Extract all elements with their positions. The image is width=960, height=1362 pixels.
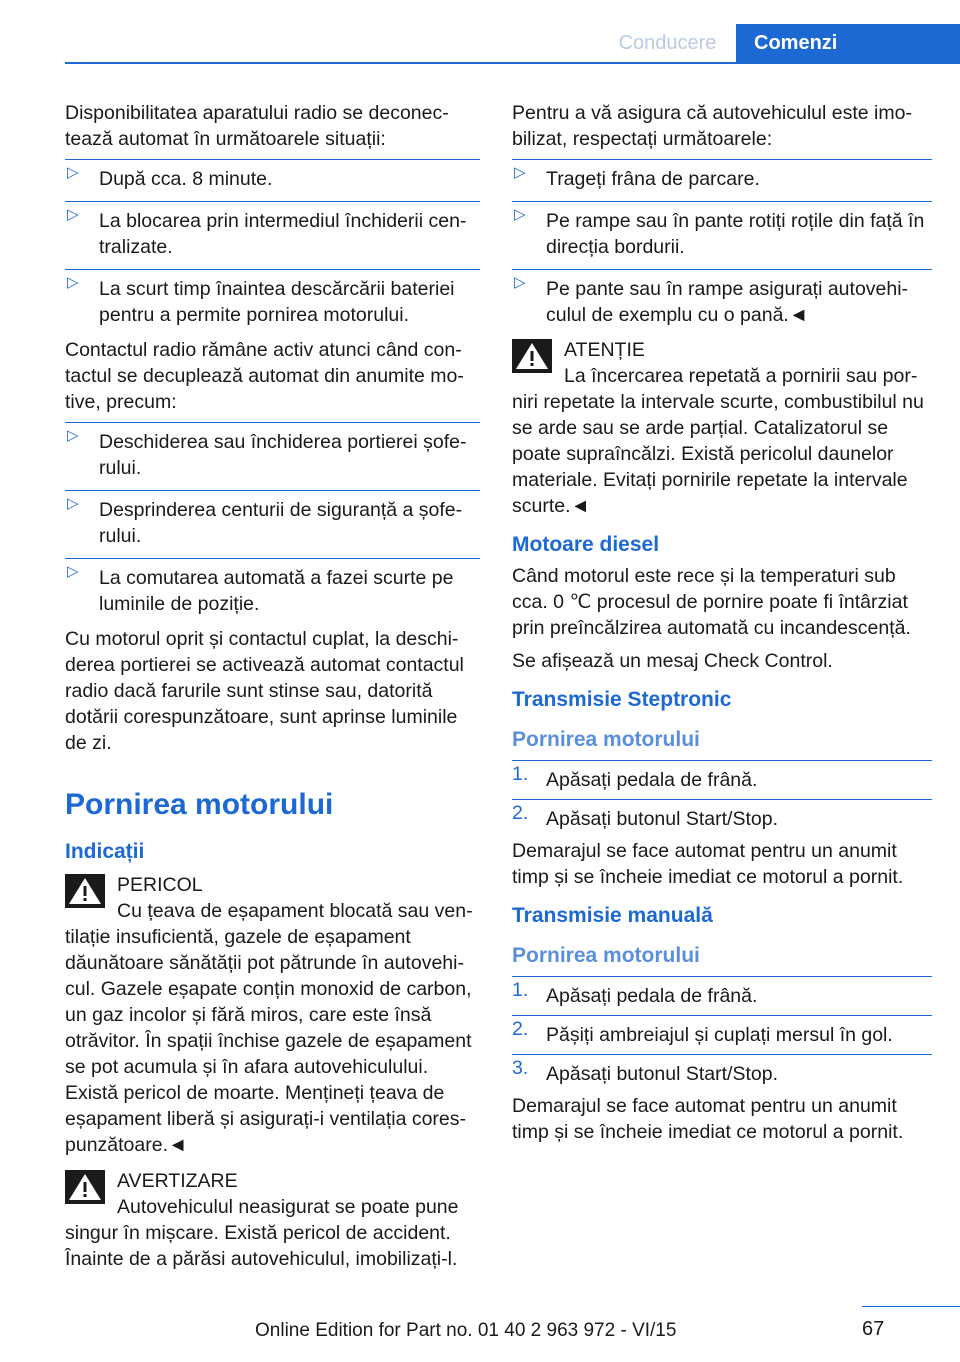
- list-item: ▷ Trageți frâna de parcare.: [512, 159, 932, 192]
- manual-heading: Transmisie manuală: [512, 904, 713, 927]
- notice-text: singur în mișcare. Există pericol de accident. Înainte de a părăsi autovehiculul, imobilizați-l.: [65, 1222, 458, 1270]
- list-item: [512, 1054, 932, 1087]
- list-item: [512, 976, 932, 1009]
- right-list-1: [512, 159, 932, 328]
- diesel-para-2: Se afișează un mesaj Check Control.: [512, 650, 833, 672]
- left-intro: Disponibilitatea aparatului radio se deconec‐ tează automat în următoarele situații:: [65, 102, 449, 150]
- step-number: 1.: [512, 979, 529, 1001]
- left-para-2: Contactul radio rămâne activ atunci când con‐ tactul se decuplează automat din anumite mo‐ tive, precum:: [65, 339, 464, 413]
- steptronic-subheading: Pornirea motorului: [512, 728, 700, 751]
- left-column: [65, 100, 480, 1282]
- footer-rule: [862, 1306, 960, 1307]
- manual-para: Demarajul se face automat pentru un anumit timp și se încheie imediat ce motorul a pornit.: [512, 1095, 904, 1143]
- step-number: 3.: [512, 1057, 529, 1079]
- notice-first-line: Cu țeava de eșapament blocată sau ven‐: [117, 900, 473, 922]
- subsection-title: Indicații: [65, 840, 145, 863]
- step-number: 1.: [512, 763, 529, 785]
- notice-first-line: Autovehiculul neasigurat se poate pune: [117, 1196, 459, 1218]
- list-item: ▷ Deschiderea sau închiderea portierei șofe‐ rului.: [65, 422, 480, 481]
- list-item: [512, 799, 932, 832]
- step-text: Apăsați butonul Start/Stop.: [546, 808, 778, 830]
- warning-triangle-icon: [65, 1170, 105, 1204]
- warning-notice: [65, 1168, 480, 1272]
- tab-comenzi-label: Comenzi: [754, 32, 838, 54]
- notice-text: niri repetate la intervale scurte, combustibilul nu se arde sau se arde parțial. Catalizatorul se poate supraîncălzi. Există pericolul daunelor materiale. Evitați pornirile repetate la intervale scurte.◄: [512, 391, 924, 517]
- list-item: ▷ La scurt timp înaintea descărcării bateriei pentru a permite pornirea motorului.: [65, 269, 480, 328]
- tab-comenzi[interactable]: [736, 24, 960, 62]
- step-text: Apăsați pedala de frână.: [546, 985, 758, 1007]
- diesel-para-1: Când motorul este rece și la temperaturi sub cca. 0 ℃ procesul de pornire poate fi întârziat prin preîncălzirea automată cu incandescență.: [512, 565, 911, 639]
- manual-subheading: Pornirea motorului: [512, 944, 700, 967]
- step-text: Apăsați butonul Start/Stop.: [546, 1063, 778, 1085]
- list-item: [512, 1015, 932, 1048]
- notice-heading: AVERTIZARE: [117, 1170, 238, 1192]
- list-item: ▷ La comutarea automată a fazei scurte pe luminile de poziție.: [65, 558, 480, 617]
- notice-text: tilație insuficientă, gazele de eșapament dăunătoare sănătății pot pătrunde în autovehi‐ cul. Gazele eșapate conțin monoxid de carbon, un gaz incolor și fără miros, care este însă otrăvitor. În spații închise gazele de eșapament se pot acumula și în afara autovehiculului. Există pericol de moarte. Mențineți țeava de eșapament liberă și asigurați-i ventilația cores‐ punzătoare.◄: [65, 926, 472, 1156]
- warning-triangle-icon: [65, 874, 105, 908]
- tab-conducere[interactable]: [600, 24, 735, 62]
- manual-steps: [512, 976, 932, 1087]
- right-intro: Pentru a vă asigura că autovehiculul este imo‐ bilizat, respectați următoarele:: [512, 102, 912, 150]
- steptronic-heading: Transmisie Steptronic: [512, 688, 732, 711]
- warning-triangle-icon: [512, 339, 552, 373]
- step-text: Apăsați pedala de frână.: [546, 769, 758, 791]
- notice-first-line: La încercarea repetată a pornirii sau por‐: [564, 365, 918, 387]
- section-title: Pornirea motorului: [65, 788, 334, 821]
- step-text: Pășiți ambreiajul și cuplați mersul în gol.: [546, 1024, 893, 1046]
- danger-notice: [65, 872, 480, 1158]
- step-number: 2.: [512, 1018, 529, 1040]
- left-list-2: [65, 422, 480, 617]
- notice-heading: ATENȚIE: [564, 339, 645, 361]
- header-rule: [65, 62, 960, 64]
- notice-heading: PERICOL: [117, 874, 203, 896]
- step-number: 2.: [512, 802, 529, 824]
- page-number: 67: [862, 1318, 885, 1340]
- list-item: ▷ Pe rampe sau în pante rotiți roțile din față în direcția bordurii.: [512, 201, 932, 260]
- caution-notice: [512, 337, 932, 519]
- diesel-heading: Motoare diesel: [512, 533, 660, 556]
- list-item: ▷ La blocarea prin intermediul închiderii cen‐ tralizate.: [65, 201, 480, 260]
- steptronic-para: Demarajul se face automat pentru un anumit timp și se încheie imediat ce motorul a pornit.: [512, 840, 904, 888]
- right-column: [512, 100, 932, 1152]
- list-item: ▷ După cca. 8 minute.: [65, 159, 480, 192]
- list-item: [512, 760, 932, 793]
- left-list-1: [65, 159, 480, 328]
- list-item: ▷ Pe pante sau în rampe asigurați autovehi‐ culul de exemplu cu o pană.◄: [512, 269, 932, 328]
- left-para-3: Cu motorul oprit și contactul cuplat, la deschi‐ derea portierei se activează automat contactul radio dacă farurile sunt stinse sau, datorită dotării corespunzătoare, sunt aprinse luminile de zi.: [65, 628, 464, 754]
- list-item: ▷ Desprinderea centurii de siguranță a șofe‐ rului.: [65, 490, 480, 549]
- steptronic-steps: [512, 760, 932, 832]
- tab-conducere-label: Conducere: [618, 32, 717, 54]
- edition-footer: Online Edition for Part no. 01 40 2 963 972 - VI/15: [255, 1320, 677, 1341]
